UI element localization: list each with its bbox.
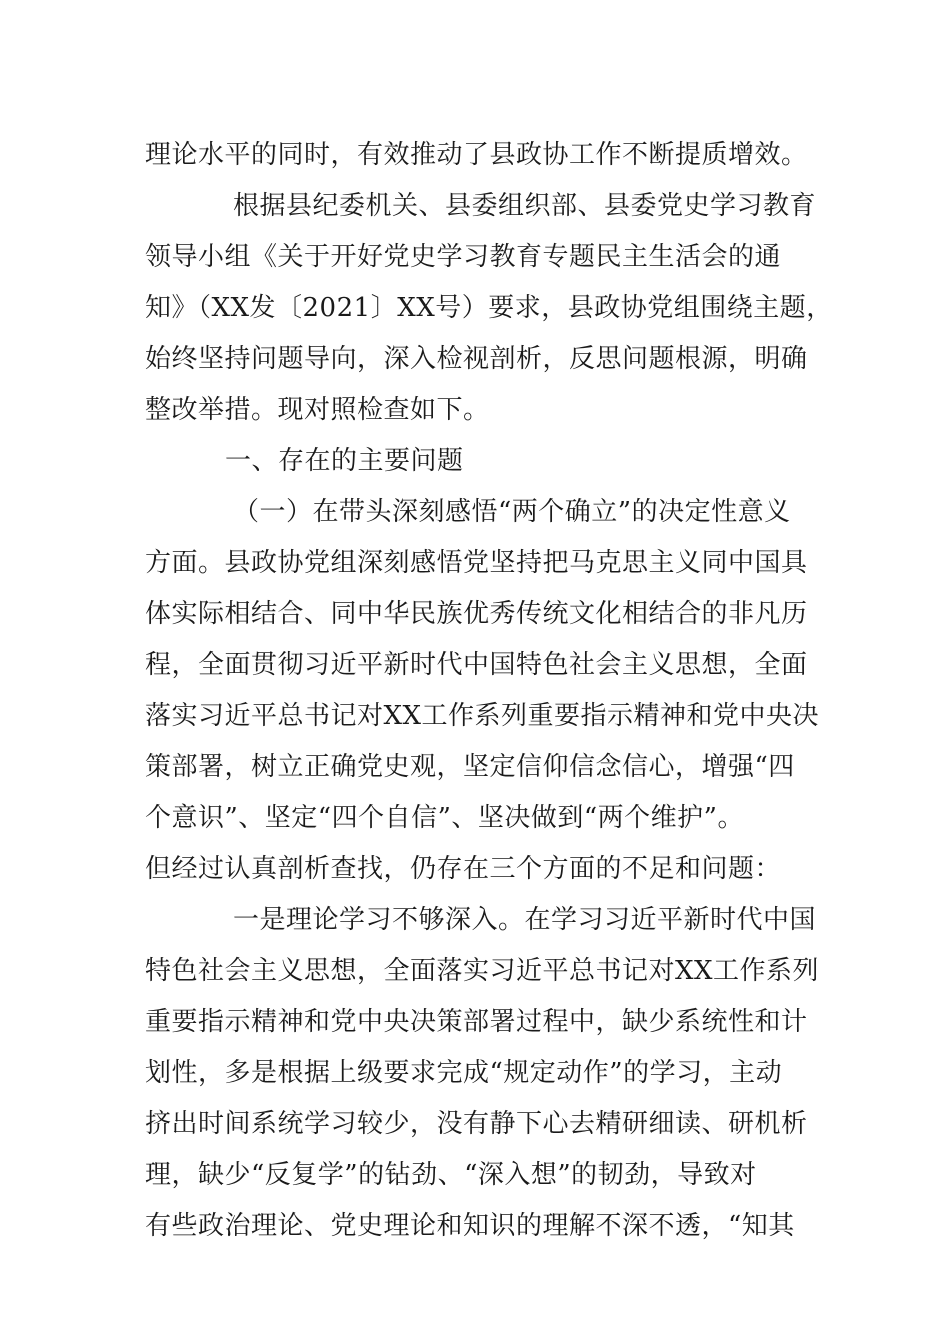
paragraph-start-line: 一是理论学习不够深入。在学习习近平新时代中国	[233, 905, 817, 935]
text-line: 挤出时间系统学习较少，没有静下心去精研细读、研机析	[145, 1109, 808, 1139]
document-body	[145, 130, 835, 1252]
text-line: 体实际相结合、同中华民族优秀传统文化相结合的非凡历	[145, 599, 808, 629]
text-line: 个意识”、坚定“四个自信”、坚决做到“两个维护”。	[145, 803, 744, 833]
text-line: 但经过认真剖析查找，仍存在三个方面的不足和问题：	[145, 854, 782, 884]
text-line: 策部署，树立正确党史观，坚定信仰信念信心，增强“四	[145, 752, 795, 782]
text-line: 理论水平的同时，有效推动了县政协工作不断提质增效。	[145, 140, 808, 170]
text-line: 划性，多是根据上级要求完成“规定动作”的学习，主动	[145, 1058, 783, 1088]
text-line: 始终坚持问题导向，深入检视剖析，反思问题根源，明确	[145, 344, 808, 374]
text-line: 特色社会主义思想，全面落实习近平总书记对XX工作系列	[145, 956, 820, 986]
paragraph-start-line: 根据县纪委机关、县委组织部、县委党史学习教育	[233, 191, 817, 221]
section-heading: 一、存在的主要问题	[225, 446, 464, 476]
text-line: 领导小组《关于开好党史学习教育专题民主生活会的通	[145, 242, 782, 272]
text-line: 程，全面贯彻习近平新时代中国特色社会主义思想，全面	[145, 650, 808, 680]
text-line: 理，缺少“反复学”的钻劲、“深入想”的韧劲，导致对	[145, 1160, 757, 1190]
text-line: 落实习近平总书记对XX工作系列重要指示精神和党中央决	[145, 701, 820, 731]
text-line: 方面。县政协党组深刻感悟党坚持把马克思主义同中国具	[145, 548, 808, 578]
text-line: 知》（XX发〔2021〕XX号）要求，县政协党组围绕主题，	[145, 293, 833, 323]
text-line: 重要指示精神和党中央决策部署过程中，缺少系统性和计	[145, 1007, 808, 1037]
text-line: 有些政治理论、党史理论和知识的理解不深不透，“知其	[145, 1211, 795, 1241]
subsection-heading-line: （一）在带头深刻感悟“两个确立”的决定性意义	[233, 497, 791, 527]
text-line: 整改举措。现对照检查如下。	[145, 395, 490, 425]
